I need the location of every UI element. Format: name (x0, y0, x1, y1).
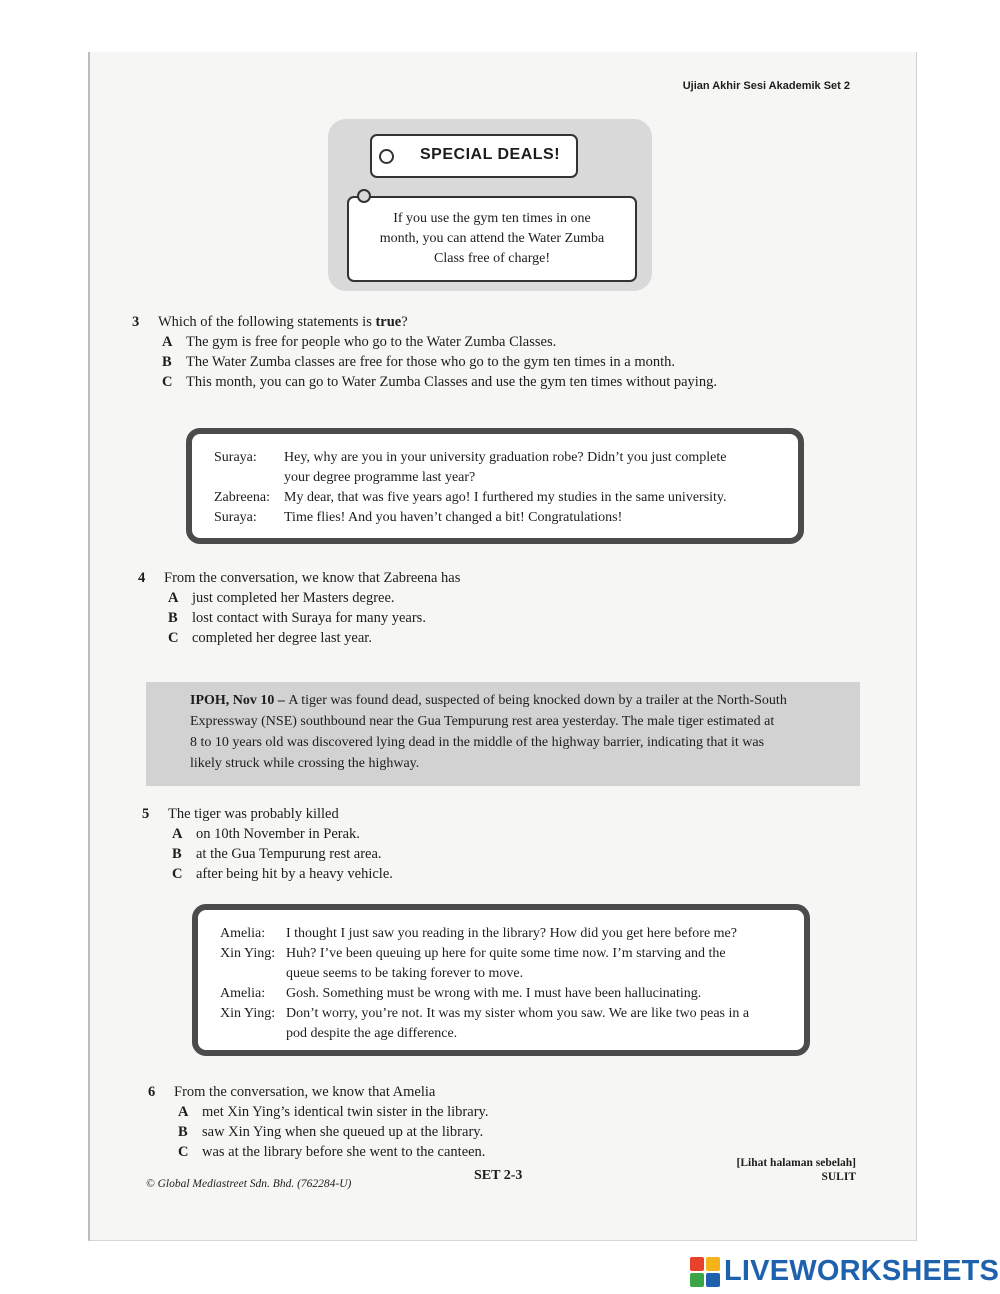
option-c[interactable]: C This month, you can go to Water Zumba Classes and use the gym ten times without paying. (162, 374, 717, 390)
news-line: Expressway (NSE) southbound near the Gua Tempurung rest area yesterday. The male tiger estimated at (190, 714, 775, 729)
speaker: Xin Ying: (220, 946, 276, 961)
option-c[interactable]: C completed her degree last year. (168, 630, 372, 646)
speaker: Amelia: (220, 986, 266, 1001)
dialog-line: Xin Ying: Don’t worry, you’re not. It was my sister whom you saw. We are like two peas in a pod despite the age difference. (220, 1004, 792, 1044)
question-number: 3 (132, 314, 140, 330)
option-a[interactable]: A met Xin Ying’s identical twin sister in the library. (178, 1104, 489, 1120)
deals-line: Class free of charge! (434, 251, 550, 266)
option-a[interactable]: A on 10th November in Perak. (172, 826, 360, 842)
dialog-line: Amelia: Gosh. Something must be wrong with me. I must have been hallucinating. (220, 984, 792, 1004)
liveworksheets-logo-icon (690, 1257, 720, 1287)
speaker: Zabreena: (214, 490, 270, 505)
liveworksheets-brand[interactable] (690, 1255, 999, 1288)
set-label: SET 2-3 (474, 1168, 523, 1183)
question-number: 5 (142, 806, 150, 822)
option-c[interactable]: C was at the library before she went to the canteen. (178, 1144, 486, 1160)
page-header: Ujian Akhir Sesi Akademik Set 2 (682, 80, 850, 92)
deals-title: SPECIAL DEALS! (420, 146, 561, 163)
speaker: Suraya: (214, 450, 257, 465)
question-number: 6 (148, 1084, 156, 1100)
special-deals-ad (328, 119, 652, 291)
deals-line: month, you can attend the Water Zumba (379, 231, 605, 246)
dialog-line: Suraya: Hey, why are you in your university graduation robe? Didn’t you just complete your degree programme last year? (214, 448, 782, 488)
option-a[interactable]: A The gym is free for people who go to the Water Zumba Classes. (162, 334, 557, 350)
sulit-label: SULIT (821, 1171, 856, 1183)
question-stem: From the conversation, we know that Zabreena has (164, 570, 461, 586)
speaker: Amelia: (220, 926, 266, 941)
deals-card (347, 196, 637, 282)
dialog-line: Xin Ying: Huh? I’ve been queuing up here for quite some time now. I’m starving and the queue seems to be taking forever to move. (220, 944, 792, 984)
brand-name: LIVEWORKSHEETS (724, 1255, 1000, 1287)
option-c[interactable]: C after being hit by a heavy vehicle. (172, 866, 393, 882)
news-excerpt (146, 682, 860, 786)
speaker: Xin Ying: (220, 1006, 276, 1021)
conversation-box (192, 904, 810, 1056)
option-b[interactable]: B lost contact with Suraya for many years. (168, 610, 426, 626)
conversation-box (186, 428, 804, 544)
dialog-line: Amelia: I thought I just saw you reading in the library? How did you get here before me? (220, 924, 792, 944)
worksheet-page (88, 52, 917, 1241)
news-line: 8 to 10 years old was discovered lying dead in the middle of the highway barrier, indicating that it was (190, 735, 765, 750)
card-hole-icon (357, 189, 371, 203)
question-number: 4 (138, 570, 146, 586)
tag-hole-icon (379, 149, 394, 164)
speaker: Suraya: (214, 510, 257, 525)
question-stem: From the conversation, we know that Amelia (174, 1084, 436, 1100)
deals-line: If you use the gym ten times in one (393, 211, 591, 226)
question-stem: Which of the following statements is true? (158, 314, 408, 330)
news-line: likely struck while crossing the highway. (190, 756, 420, 771)
question-stem: The tiger was probably killed (168, 806, 339, 822)
footer-notes (737, 1156, 857, 1184)
copyright: © Global Mediastreet Sdn. Bhd. (762284-U) (146, 1178, 352, 1190)
deals-tag (370, 134, 578, 178)
dialog-line: Zabreena: My dear, that was five years ago! I furthered my studies in the same university. (214, 488, 782, 508)
dialog-line: Suraya: Time flies! And you haven’t changed a bit! Congratulations! (214, 508, 782, 528)
option-b[interactable]: B The Water Zumba classes are free for those who go to the gym ten times in a month. (162, 354, 676, 370)
option-a[interactable]: A just completed her Masters degree. (168, 590, 395, 606)
news-line: IPOH, Nov 10 – A tiger was found dead, suspected of being knocked down by a trailer at the North-South (190, 693, 787, 708)
option-b[interactable]: B at the Gua Tempurung rest area. (172, 846, 382, 862)
next-page-note: [Lihat halaman sebelah] (736, 1157, 856, 1169)
option-b[interactable]: B saw Xin Ying when she queued up at the library. (178, 1124, 484, 1140)
